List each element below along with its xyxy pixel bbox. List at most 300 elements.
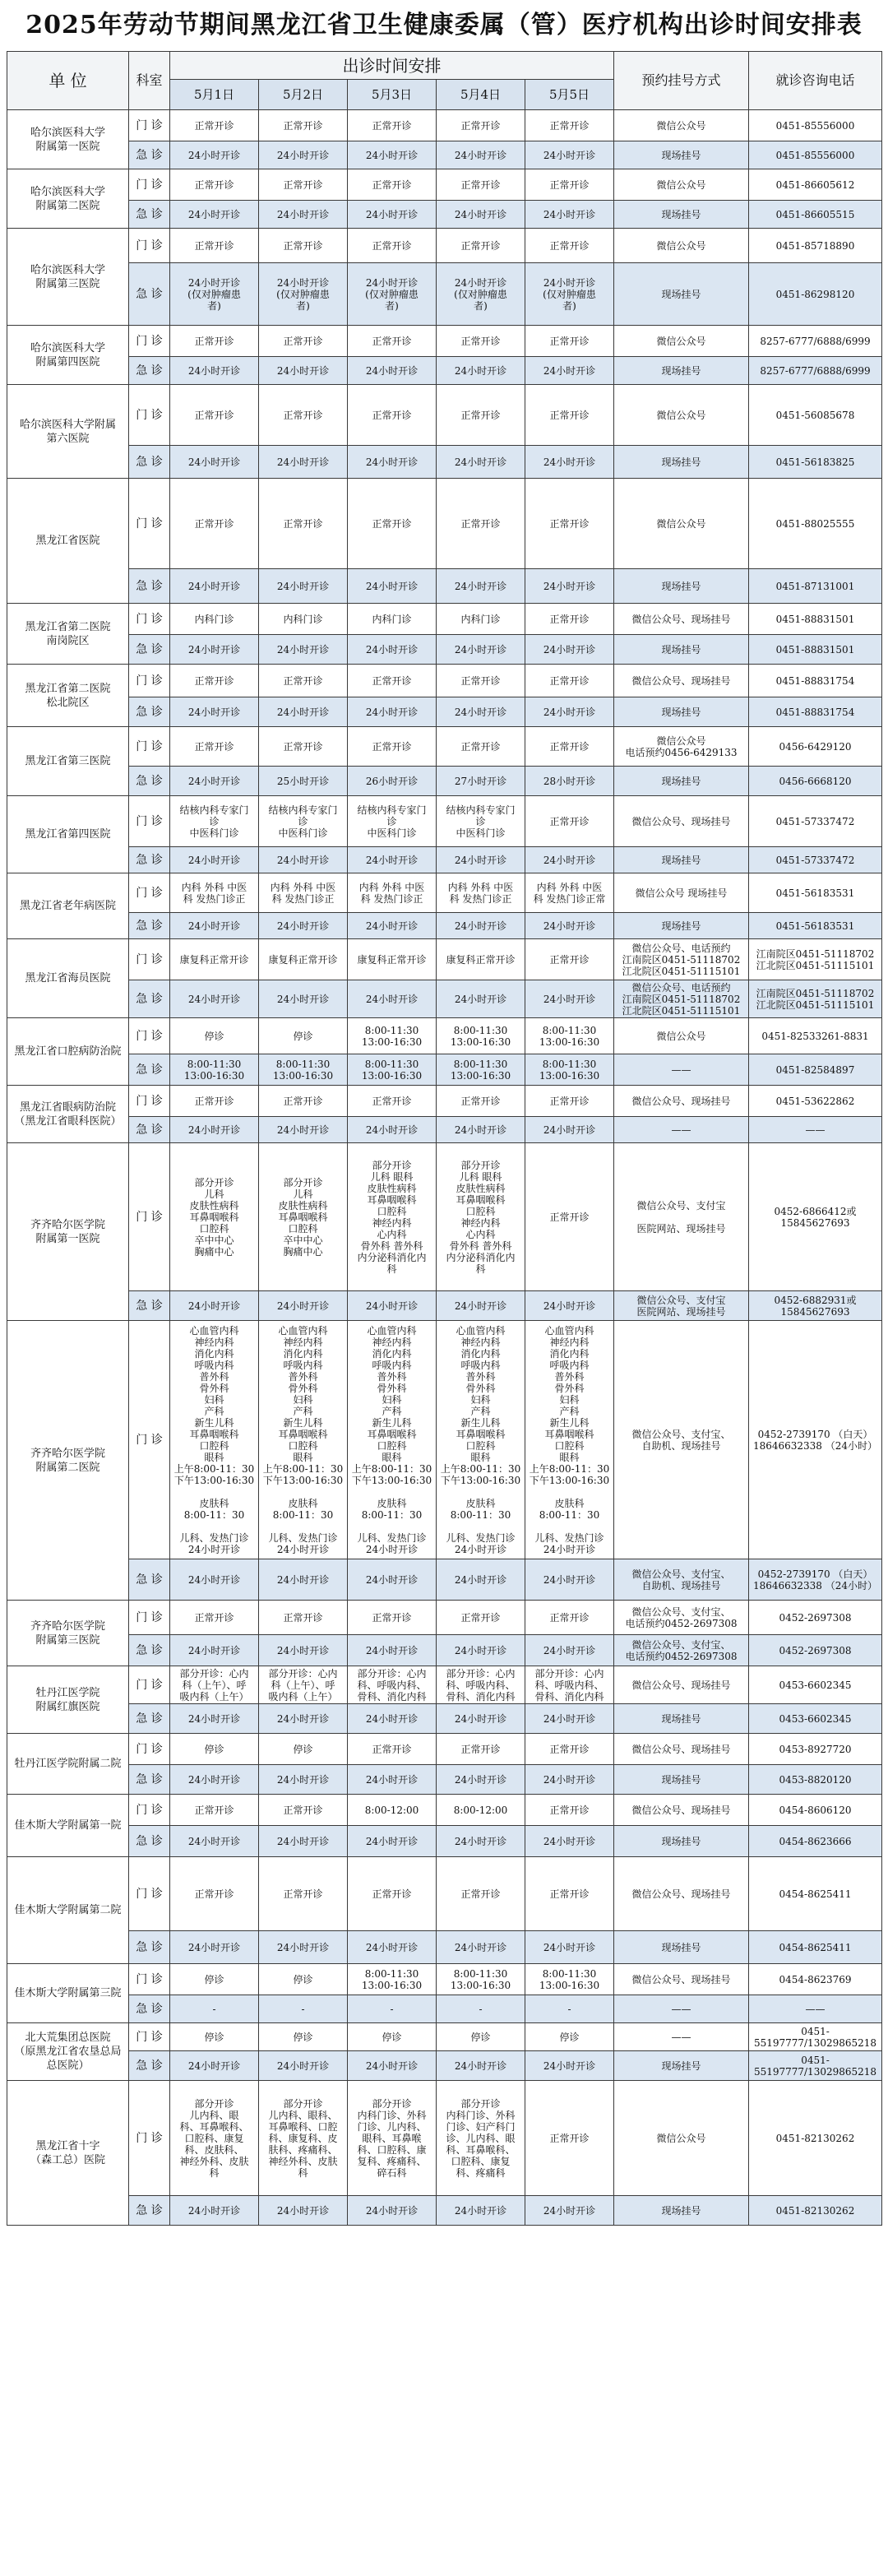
emergency-row: [7, 357, 882, 385]
day-cell: 正常开诊: [525, 479, 614, 569]
outpatient-row: [7, 939, 882, 980]
day-cell: 康复科正常开诊: [259, 939, 348, 980]
phone-cell: 0451-86298120: [749, 263, 882, 326]
day-cell: 部分开诊 儿科 眼科 皮肤性病科 耳鼻咽喉科 口腔科 神经内科 心内科 骨外科 普外科 内分泌科消化内 科: [437, 1143, 525, 1291]
day-cell: 24小时开诊: [170, 980, 259, 1018]
day-cell: 正常开诊: [170, 385, 259, 446]
day-cell: 24小时开诊: [437, 1117, 525, 1143]
day-cell: 康复科正常开诊: [348, 939, 437, 980]
day-cell: 24小时开诊: [170, 913, 259, 939]
dept-cell: 门 诊: [129, 2081, 170, 2196]
phone-cell: ——: [749, 1995, 882, 2023]
phone-cell: 0451-85718890: [749, 229, 882, 263]
day-cell: 24小时开诊: [170, 569, 259, 604]
day-cell: 正常开诊: [259, 326, 348, 357]
booking-cell: 现场挂号: [614, 847, 749, 873]
phone-cell: 0454-8623666: [749, 1826, 882, 1857]
day-cell: 24小时开诊: [259, 1291, 348, 1321]
day-cell: 27小时开诊: [437, 767, 525, 796]
day-cell: 8:00-11:30 13:00-16:30: [348, 1018, 437, 1054]
booking-cell: 现场挂号: [614, 141, 749, 169]
day-cell: 24小时开诊: [525, 357, 614, 385]
booking-cell: 微信公众号、现场挂号: [614, 1964, 749, 1995]
booking-cell: 现场挂号: [614, 2196, 749, 2226]
day-cell: 24小时开诊: [437, 980, 525, 1018]
day-cell: 正常开诊: [437, 665, 525, 697]
day-cell: 正常开诊: [348, 1734, 437, 1765]
emergency-row: [7, 2196, 882, 2226]
day-cell: 24小时开诊: [437, 1291, 525, 1321]
dept-cell: 急 诊: [129, 697, 170, 727]
hospital-name-cell: 牡丹江医学院 附属红旗医院: [7, 1666, 129, 1734]
day-cell: 24小时开诊: [437, 1765, 525, 1795]
booking-cell: 微信公众号、支付宝、 电话预约0452-2697308: [614, 1635, 749, 1666]
phone-cell: 0452-2739170 （白天） 18646632338 （24小时）: [749, 1559, 882, 1601]
day-cell: 正常开诊: [170, 110, 259, 141]
booking-cell: 微信公众号、现场挂号: [614, 1666, 749, 1704]
day-cell: 正常开诊: [170, 326, 259, 357]
day-cell: 停诊: [259, 1018, 348, 1054]
hospital-name-cell: 哈尔滨医科大学 附属第三医院: [7, 229, 129, 326]
day-cell: 24小时开诊: [170, 1559, 259, 1601]
dept-cell: 急 诊: [129, 201, 170, 229]
day-cell: 正常开诊: [525, 1795, 614, 1826]
day-cell: 正常开诊: [259, 727, 348, 767]
dept-cell: 门 诊: [129, 1321, 170, 1559]
day-cell: 正常开诊: [348, 229, 437, 263]
phone-cell: 0451-56183531: [749, 873, 882, 913]
day-cell: 24小时开诊: [259, 1704, 348, 1734]
dept-cell: 急 诊: [129, 2196, 170, 2226]
outpatient-row: [7, 1601, 882, 1635]
day-cell: -: [259, 1995, 348, 2023]
day-cell: 24小时开诊: [259, 697, 348, 727]
day-cell: 24小时开诊: [437, 635, 525, 665]
emergency-row: [7, 569, 882, 604]
dept-cell: 门 诊: [129, 479, 170, 569]
day-cell: 24小时开诊: [170, 201, 259, 229]
hospital-name-cell: 齐齐哈尔医学院 附属第三医院: [7, 1601, 129, 1666]
day-cell: 正常开诊: [259, 1857, 348, 1931]
day-cell: 24小时开诊: [525, 1291, 614, 1321]
day-cell: 正常开诊: [437, 1734, 525, 1765]
day-cell: 正常开诊: [259, 1086, 348, 1117]
day-cell: 24小时开诊: [259, 847, 348, 873]
outpatient-row: [7, 665, 882, 697]
day-cell: 24小时开诊: [348, 1559, 437, 1601]
day-cell: 24小时开诊: [170, 767, 259, 796]
day-cell: 24小时开诊: [525, 1704, 614, 1734]
day-cell: 结核内科专家门 诊 中医科门诊: [437, 796, 525, 847]
day-cell: 正常开诊: [437, 1086, 525, 1117]
day-header: 5月3日: [348, 80, 437, 110]
day-cell: 正常开诊: [170, 479, 259, 569]
day-cell: 24小时开诊: [437, 847, 525, 873]
phone-cell: 0453-8927720: [749, 1734, 882, 1765]
dept-cell: 门 诊: [129, 727, 170, 767]
phone-header: 就诊咨询电话: [749, 52, 882, 110]
day-cell: 内科 外科 中医 科 发热门诊正: [170, 873, 259, 913]
day-cell: 24小时开诊: [170, 1635, 259, 1666]
dept-cell: 门 诊: [129, 1143, 170, 1291]
day-cell: 24小时开诊: [437, 1704, 525, 1734]
phone-cell: 0453-8820120: [749, 1765, 882, 1795]
outpatient-row: [7, 1857, 882, 1931]
day-cell: 部分开诊：心内 科（上午）、呼 吸内科（上午）: [170, 1666, 259, 1704]
hospital-name-cell: 黑龙江省第二医院 松北院区: [7, 665, 129, 727]
outpatient-row: [7, 326, 882, 357]
day-cell: 8:00-11:30 13:00-16:30: [348, 1964, 437, 1995]
day-cell: 正常开诊: [259, 665, 348, 697]
phone-cell: 0453-6602345: [749, 1704, 882, 1734]
emergency-row: [7, 1826, 882, 1857]
day-cell: 24小时开诊: [259, 201, 348, 229]
outpatient-row: [7, 796, 882, 847]
phone-cell: 0451-88025555: [749, 479, 882, 569]
hospital-name-cell: 黑龙江省十字 （森工总）医院: [7, 2081, 129, 2226]
outpatient-row: [7, 110, 882, 141]
day-cell: 24小时开诊: [348, 141, 437, 169]
day-cell: 正常开诊: [437, 385, 525, 446]
day-cell: -: [348, 1995, 437, 2023]
day-cell: 结核内科专家门 诊 中医科门诊: [348, 796, 437, 847]
dept-cell: 急 诊: [129, 357, 170, 385]
day-cell: 正常开诊: [437, 229, 525, 263]
day-cell: 内科门诊: [348, 604, 437, 635]
booking-cell: 微信公众号: [614, 479, 749, 569]
day-cell: 8:00-11:30 13:00-16:30: [259, 1054, 348, 1086]
phone-cell: 0452-6882931或 15845627693: [749, 1291, 882, 1321]
day-cell: 24小时开诊: [437, 1931, 525, 1964]
booking-cell: 微信公众号、支付宝、 电话预约0452-2697308: [614, 1601, 749, 1635]
day-cell: 正常开诊: [525, 1601, 614, 1635]
day-cell: 24小时开诊 (仅对肿瘤患 者): [259, 263, 348, 326]
hospital-name-cell: 齐齐哈尔医学院 附属第一医院: [7, 1143, 129, 1321]
booking-cell: 现场挂号: [614, 1826, 749, 1857]
day-cell: 停诊: [525, 2023, 614, 2051]
phone-cell: 江南院区0451-51118702 江北院区0451-51115101: [749, 939, 882, 980]
outpatient-row: [7, 604, 882, 635]
dept-cell: 急 诊: [129, 1826, 170, 1857]
day-cell: 24小时开诊: [170, 635, 259, 665]
day-cell: 正常开诊: [437, 326, 525, 357]
day-cell: 心血管内科 神经内科 消化内科 呼吸内科 普外科 骨外科 妇科 产科 新生儿科 耳鼻咽喉科 口腔科 眼科 上午8:00-11：30 下午13:00-16:30 皮肤科 8:00-11：30 儿科、发热门诊 24小时开诊: [348, 1321, 437, 1559]
day-cell: 停诊: [170, 1734, 259, 1765]
day-cell: 心血管内科 神经内科 消化内科 呼吸内科 普外科 骨外科 妇科 产科 新生儿科 耳鼻咽喉科 口腔科 眼科 上午8:00-11：30 下午13:00-16:30 皮肤科 8:00-11：30 儿科、发热门诊 24小时开诊: [170, 1321, 259, 1559]
day-cell: 24小时开诊: [259, 2196, 348, 2226]
day-cell: 正常开诊: [525, 385, 614, 446]
day-cell: 正常开诊: [170, 1601, 259, 1635]
emergency-row: [7, 1291, 882, 1321]
day-cell: 24小时开诊: [348, 1117, 437, 1143]
dept-cell: 急 诊: [129, 1291, 170, 1321]
hospital-name-cell: 哈尔滨医科大学 附属第二医院: [7, 169, 129, 229]
day-cell: 24小时开诊: [259, 446, 348, 479]
day-cell: 正常开诊: [525, 1734, 614, 1765]
phone-cell: 0451-85556000: [749, 110, 882, 141]
day-cell: 正常开诊: [348, 1857, 437, 1931]
day-cell: 24小时开诊: [348, 1291, 437, 1321]
day-cell: 停诊: [170, 1964, 259, 1995]
day-cell: 8:00-11:30 13:00-16:30: [437, 1018, 525, 1054]
day-cell: 24小时开诊: [348, 847, 437, 873]
dept-cell: 急 诊: [129, 1054, 170, 1086]
day-cell: 24小时开诊: [259, 1559, 348, 1601]
day-header: 5月2日: [259, 80, 348, 110]
hospital-name-cell: 哈尔滨医科大学 附属第四医院: [7, 326, 129, 385]
dept-cell: 门 诊: [129, 1795, 170, 1826]
day-cell: 24小时开诊: [348, 913, 437, 939]
dept-cell: 门 诊: [129, 2023, 170, 2051]
dept-cell: 门 诊: [129, 604, 170, 635]
dept-cell: 急 诊: [129, 980, 170, 1018]
day-cell: 正常开诊: [348, 169, 437, 201]
day-cell: 正常开诊: [437, 1601, 525, 1635]
day-cell: 24小时开诊: [525, 2196, 614, 2226]
day-cell: 停诊: [259, 1964, 348, 1995]
dept-cell: 急 诊: [129, 263, 170, 326]
day-cell: 正常开诊: [348, 1086, 437, 1117]
phone-cell: 0452-2739170 （白天） 18646632338 （24小时）: [749, 1321, 882, 1559]
day-cell: 24小时开诊: [348, 2196, 437, 2226]
hospital-name-cell: 黑龙江省医院: [7, 479, 129, 604]
day-cell: 24小时开诊: [437, 446, 525, 479]
day-cell: 24小时开诊 (仅对肿瘤患 者): [348, 263, 437, 326]
booking-cell: 微信公众号、现场挂号: [614, 1795, 749, 1826]
phone-cell: 0451-56183825: [749, 446, 882, 479]
dept-cell: 门 诊: [129, 1734, 170, 1765]
day-cell: 24小时开诊: [525, 569, 614, 604]
day-cell: 心血管内科 神经内科 消化内科 呼吸内科 普外科 骨外科 妇科 产科 新生儿科 耳鼻咽喉科 口腔科 眼科 上午8:00-11：30 下午13:00-16:30 皮肤科 8:00-11：30 儿科、发热门诊 24小时开诊: [525, 1321, 614, 1559]
day-cell: 24小时开诊: [259, 1635, 348, 1666]
outpatient-row: [7, 229, 882, 263]
dept-cell: 门 诊: [129, 326, 170, 357]
day-cell: 24小时开诊: [437, 1635, 525, 1666]
day-cell: 部分开诊 内科门诊、外科 门诊、妇产科门 诊、儿内科、眼 科、耳鼻喉科、 口腔科、康复 科、疼痛科: [437, 2081, 525, 2196]
phone-cell: 0451-82130262: [749, 2196, 882, 2226]
hospital-name-cell: 黑龙江省老年病医院: [7, 873, 129, 939]
booking-cell: 现场挂号: [614, 263, 749, 326]
dept-cell: 门 诊: [129, 1964, 170, 1995]
day-cell: 正常开诊: [259, 1795, 348, 1826]
day-cell: 内科 外科 中医 科 发热门诊正: [259, 873, 348, 913]
day-cell: 24小时开诊: [525, 1931, 614, 1964]
dept-cell: 门 诊: [129, 229, 170, 263]
emergency-row: [7, 1931, 882, 1964]
dept-cell: 急 诊: [129, 446, 170, 479]
day-cell: 24小时开诊: [170, 1765, 259, 1795]
day-cell: 24小时开诊: [437, 913, 525, 939]
phone-cell: 0451-57337472: [749, 847, 882, 873]
day-cell: 正常开诊: [437, 110, 525, 141]
hospital-name-cell: 黑龙江省眼病防治院 （黑龙江省眼科医院）: [7, 1086, 129, 1143]
dept-cell: 急 诊: [129, 569, 170, 604]
day-cell: 8:00-12:00: [437, 1795, 525, 1826]
booking-cell: 微信公众号、现场挂号: [614, 1734, 749, 1765]
day-cell: 24小时开诊: [348, 1635, 437, 1666]
phone-cell: 0451- 55197777/13029865218: [749, 2051, 882, 2081]
day-cell: 24小时开诊: [348, 446, 437, 479]
phone-cell: 0456-6668120: [749, 767, 882, 796]
booking-cell: 微信公众号、现场挂号: [614, 1086, 749, 1117]
day-cell: 24小时开诊: [525, 697, 614, 727]
booking-cell: 现场挂号: [614, 201, 749, 229]
day-cell: 部分开诊：心内 科、呼吸内科、 骨科、消化内科: [437, 1666, 525, 1704]
day-cell: 正常开诊: [259, 385, 348, 446]
day-cell: 24小时开诊: [259, 635, 348, 665]
day-cell: 8:00-11:30 13:00-16:30: [525, 1018, 614, 1054]
emergency-row: [7, 446, 882, 479]
day-cell: 24小时开诊: [259, 2051, 348, 2081]
day-cell: 正常开诊: [170, 229, 259, 263]
day-cell: 正常开诊: [348, 326, 437, 357]
dept-cell: 门 诊: [129, 1086, 170, 1117]
day-cell: 正常开诊: [525, 1086, 614, 1117]
day-cell: 正常开诊: [170, 665, 259, 697]
day-cell: 正常开诊: [170, 1857, 259, 1931]
day-cell: 正常开诊: [170, 169, 259, 201]
day-cell: 部分开诊 儿科 皮肤性病科 耳鼻咽喉科 口腔科 卒中中心 胸痛中心: [170, 1143, 259, 1291]
dept-cell: 急 诊: [129, 1559, 170, 1601]
day-cell: 24小时开诊: [525, 1559, 614, 1601]
day-cell: 部分开诊：心内 科、呼吸内科、 骨科、消化内科: [525, 1666, 614, 1704]
day-cell: 24小时开诊: [525, 1117, 614, 1143]
booking-cell: 现场挂号: [614, 357, 749, 385]
day-cell: 24小时开诊: [259, 141, 348, 169]
day-header: 5月5日: [525, 80, 614, 110]
outpatient-row: [7, 1666, 882, 1704]
booking-cell: 现场挂号: [614, 446, 749, 479]
phone-cell: 0451-56085678: [749, 385, 882, 446]
day-cell: 正常开诊: [437, 479, 525, 569]
phone-cell: ——: [749, 1117, 882, 1143]
day-cell: 24小时开诊: [259, 1931, 348, 1964]
phone-cell: 0451-88831754: [749, 665, 882, 697]
dept-cell: 急 诊: [129, 141, 170, 169]
day-cell: 正常开诊: [525, 1857, 614, 1931]
outpatient-row: [7, 1018, 882, 1054]
booking-cell: 微信公众号: [614, 326, 749, 357]
emergency-row: [7, 913, 882, 939]
day-cell: 24小时开诊: [437, 569, 525, 604]
emergency-row: [7, 1054, 882, 1086]
emergency-row: [7, 635, 882, 665]
day-cell: 8:00-11:30 13:00-16:30: [437, 1964, 525, 1995]
day-cell: 正常开诊: [259, 479, 348, 569]
booking-cell: 微信公众号: [614, 229, 749, 263]
booking-cell: 微信公众号: [614, 110, 749, 141]
day-cell: 24小时开诊: [259, 1117, 348, 1143]
booking-cell: ——: [614, 2023, 749, 2051]
day-cell: 24小时开诊: [437, 2196, 525, 2226]
emergency-row: [7, 1635, 882, 1666]
outpatient-row: [7, 1964, 882, 1995]
booking-cell: 现场挂号: [614, 2051, 749, 2081]
day-cell: 正常开诊: [259, 229, 348, 263]
day-cell: 24小时开诊: [437, 1826, 525, 1857]
day-cell: 24小时开诊: [348, 635, 437, 665]
day-cell: 正常开诊: [525, 110, 614, 141]
day-cell: 正常开诊: [259, 1601, 348, 1635]
day-cell: 8:00-11:30 13:00-16:30: [348, 1054, 437, 1086]
hospital-name-cell: 黑龙江省第二医院 南岗院区: [7, 604, 129, 665]
booking-cell: 微信公众号、支付宝、 自助机、现场挂号: [614, 1321, 749, 1559]
dept-cell: 门 诊: [129, 1666, 170, 1704]
day-cell: 24小时开诊: [348, 357, 437, 385]
booking-cell: 微信公众号 电话预约0456-6429133: [614, 727, 749, 767]
day-cell: 内科门诊: [437, 604, 525, 635]
dept-cell: 急 诊: [129, 1995, 170, 2023]
day-header: 5月4日: [437, 80, 525, 110]
booking-cell: 微信公众号: [614, 1018, 749, 1054]
emergency-row: [7, 697, 882, 727]
dept-cell: 急 诊: [129, 635, 170, 665]
outpatient-row: [7, 873, 882, 913]
day-cell: 24小时开诊: [437, 141, 525, 169]
day-cell: 正常开诊: [348, 727, 437, 767]
hospital-name-cell: 哈尔滨医科大学附属 第六医院: [7, 385, 129, 479]
day-cell: 正常开诊: [525, 229, 614, 263]
day-cell: 内科门诊: [170, 604, 259, 635]
booking-cell: 微信公众号、电话预约 江南院区0451-51118702 江北院区0451-51115101: [614, 980, 749, 1018]
booking-cell: ——: [614, 1054, 749, 1086]
day-cell: 内科 外科 中医 科 发热门诊正常: [525, 873, 614, 913]
day-cell: 24小时开诊 (仅对肿瘤患 者): [170, 263, 259, 326]
phone-cell: 0451-86605612: [749, 169, 882, 201]
outpatient-row: [7, 479, 882, 569]
day-cell: 正常开诊: [348, 479, 437, 569]
day-cell: 24小时开诊: [525, 141, 614, 169]
phone-cell: 0451-57337472: [749, 796, 882, 847]
hospital-name-cell: 黑龙江省口腔病防治院: [7, 1018, 129, 1086]
phone-cell: 0451-82130262: [749, 2081, 882, 2196]
day-cell: 24小时开诊: [170, 357, 259, 385]
day-cell: 24小时开诊: [170, 1826, 259, 1857]
day-cell: 24小时开诊 (仅对肿瘤患 者): [437, 263, 525, 326]
day-cell: 24小时开诊: [170, 847, 259, 873]
day-cell: 内科 外科 中医 科 发热门诊正: [348, 873, 437, 913]
booking-cell: 微信公众号 现场挂号: [614, 873, 749, 913]
day-cell: 24小时开诊: [437, 2051, 525, 2081]
outpatient-row: [7, 1795, 882, 1826]
day-cell: 24小时开诊: [170, 1117, 259, 1143]
day-cell: 部分开诊 内科门诊、外科 门诊、儿内科、 眼科、耳鼻喉 科、口腔科、康 复科、疼痛科、 碎石科: [348, 2081, 437, 2196]
day-cell: 结核内科专家门 诊 中医科门诊: [170, 796, 259, 847]
day-cell: 24小时开诊: [437, 357, 525, 385]
day-cell: 24小时开诊: [525, 201, 614, 229]
booking-cell: 现场挂号: [614, 1704, 749, 1734]
day-cell: 24小时开诊: [348, 1826, 437, 1857]
dept-cell: 门 诊: [129, 110, 170, 141]
dept-cell: 急 诊: [129, 847, 170, 873]
day-cell: 正常开诊: [525, 169, 614, 201]
phone-cell: 0452-2697308: [749, 1635, 882, 1666]
emergency-row: [7, 980, 882, 1018]
emergency-row: [7, 141, 882, 169]
phone-cell: 0453-6602345: [749, 1666, 882, 1704]
dept-cell: 门 诊: [129, 796, 170, 847]
day-cell: 正常开诊: [525, 604, 614, 635]
day-cell: 28小时开诊: [525, 767, 614, 796]
outpatient-row: [7, 1734, 882, 1765]
day-cell: 24小时开诊: [170, 1291, 259, 1321]
day-cell: 内科 外科 中医 科 发热门诊正: [437, 873, 525, 913]
day-cell: 部分开诊 儿科 眼科 皮肤性病科 耳鼻咽喉科 口腔科 神经内科 心内科 骨外科 普外科 内分泌科消化内 科: [348, 1143, 437, 1291]
dept-cell: 门 诊: [129, 1601, 170, 1635]
phone-cell: 0451-87131001: [749, 569, 882, 604]
day-cell: 正常开诊: [437, 1857, 525, 1931]
day-cell: 24小时开诊: [348, 569, 437, 604]
